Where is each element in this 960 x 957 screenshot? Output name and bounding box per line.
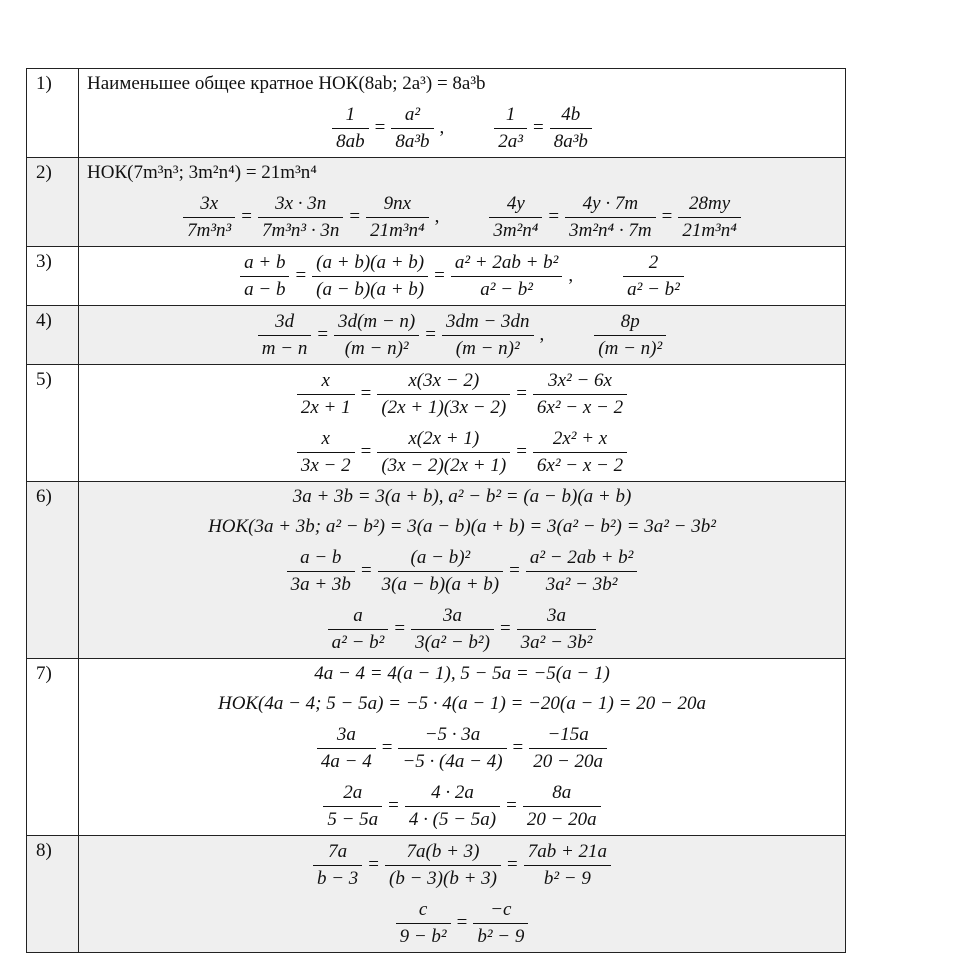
denominator: −5 · (4a − 4)	[402, 750, 503, 772]
fraction	[385, 841, 501, 890]
numerator: x	[321, 369, 330, 391]
operator: =	[360, 560, 372, 581]
operator: ,	[434, 206, 440, 227]
fraction-bar	[489, 217, 542, 218]
fraction-bar	[473, 923, 528, 924]
problem-number: 6)	[27, 482, 79, 658]
denominator: 3x − 2	[300, 454, 351, 476]
operator: =	[434, 265, 445, 286]
fraction	[533, 370, 627, 419]
fraction-bar	[312, 276, 428, 277]
formula-text: НОК(3a + 3b; a² − b²) = 3(a − b)(a + b) = 3(a² − b²) = 3a² − 3b²	[208, 516, 716, 537]
numerator: 4y	[506, 192, 525, 214]
formula-text: Наименьшее общее кратное НОК(8ab; 2a³) = 8a³b	[87, 73, 486, 94]
fraction-line	[79, 188, 845, 246]
formula-line	[79, 69, 845, 99]
denominator: a − b	[244, 278, 286, 300]
denominator: (2x + 1)(3x − 2)	[381, 396, 507, 418]
fraction-bar	[258, 335, 312, 336]
fraction-bar	[451, 276, 563, 277]
operator: =	[499, 618, 511, 639]
numerator: 4y · 7m	[582, 192, 639, 214]
fraction	[526, 547, 638, 596]
denominator: 5 − 5a	[327, 808, 379, 830]
numerator: 3x	[200, 192, 219, 214]
fraction	[287, 547, 355, 596]
numerator: x(3x − 2)	[408, 369, 480, 391]
denominator: (m − n)²	[455, 337, 520, 359]
fraction-line	[79, 423, 845, 481]
fraction-bar	[297, 452, 355, 453]
fraction-line	[79, 719, 845, 777]
denominator: 3a² − 3b²	[520, 631, 593, 653]
denominator: 9 − b²	[399, 925, 447, 947]
fraction	[623, 252, 684, 301]
numerator: 8a	[552, 781, 572, 803]
fraction	[297, 428, 355, 477]
numerator: (a − b)²	[410, 546, 471, 568]
fraction	[313, 841, 362, 890]
numerator: x(2x + 1)	[408, 427, 480, 449]
formula-line	[79, 689, 845, 719]
problem-number: 3)	[27, 247, 79, 305]
fraction-line	[79, 247, 845, 305]
numerator: a² + 2ab + b²	[454, 251, 559, 273]
fraction-bar	[550, 128, 592, 129]
numerator: a	[353, 604, 363, 626]
fraction-line	[79, 542, 845, 600]
operator: =	[548, 206, 560, 227]
fraction	[533, 428, 627, 477]
denominator: 8ab	[336, 130, 365, 152]
fraction-bar	[396, 923, 451, 924]
denominator: 2x + 1	[300, 396, 351, 418]
fraction-bar	[391, 128, 433, 129]
denominator: 20 − 20a	[526, 808, 597, 830]
denominator: 8a³b	[553, 130, 588, 152]
operator: =	[374, 117, 386, 138]
fraction	[398, 724, 506, 773]
fraction-bar	[377, 452, 510, 453]
formula-line	[79, 659, 845, 689]
fraction-bar	[526, 571, 638, 572]
operator: =	[394, 618, 406, 639]
denominator: 21m³n⁴	[370, 219, 425, 241]
fraction-line	[79, 600, 845, 658]
denominator: 7m³n³ · 3n	[261, 219, 340, 241]
formula-text: 3a + 3b = 3(a + b), a² − b² = (a − b)(a + b)	[292, 486, 632, 507]
fraction-line	[79, 836, 845, 894]
fraction	[366, 193, 429, 242]
fraction	[473, 899, 528, 948]
numerator: 3x · 3n	[275, 192, 327, 214]
denominator: 2a³	[498, 130, 523, 152]
fraction-bar	[517, 629, 597, 630]
fraction	[377, 428, 510, 477]
numerator: 3a	[443, 604, 462, 626]
denominator: 6x² − x − 2	[536, 454, 624, 476]
operator: =	[506, 795, 517, 816]
denominator: 3a² − 3b²	[545, 573, 618, 595]
fraction-line	[79, 99, 845, 157]
fraction	[517, 605, 597, 654]
fraction-bar	[442, 335, 534, 336]
denominator: 8a³b	[395, 130, 430, 152]
fraction-bar	[328, 629, 389, 630]
table-row	[27, 658, 845, 835]
fraction-line	[79, 306, 845, 364]
fraction	[565, 193, 656, 242]
solutions-table	[26, 68, 846, 953]
operator: =	[509, 560, 520, 581]
problem-number: 8)	[27, 836, 79, 952]
table-row	[27, 305, 845, 364]
fraction-bar	[405, 806, 500, 807]
problem-number: 4)	[27, 306, 79, 364]
denominator: 3a + 3b	[290, 573, 351, 595]
table-row	[27, 364, 845, 481]
numerator: 1	[345, 103, 356, 125]
operator: ,	[568, 265, 574, 286]
fraction	[328, 605, 389, 654]
denominator: (b − 3)(b + 3)	[389, 867, 497, 889]
fraction	[297, 370, 355, 419]
operator: =	[349, 206, 361, 227]
numerator: 8p	[620, 310, 640, 332]
table-row	[27, 157, 845, 246]
fraction-bar	[240, 276, 289, 277]
fraction	[442, 311, 534, 360]
fraction-bar	[378, 571, 503, 572]
numerator: 7ab + 21a	[527, 840, 608, 862]
formula-line	[79, 158, 845, 188]
fraction	[523, 782, 601, 831]
fraction	[529, 724, 607, 773]
fraction-line	[79, 365, 845, 423]
table-row	[27, 69, 845, 157]
numerator: 3a	[547, 604, 567, 626]
fraction-bar	[334, 335, 419, 336]
fraction	[334, 311, 419, 360]
operator: =	[381, 737, 393, 758]
fraction	[377, 370, 510, 419]
fraction-bar	[398, 748, 506, 749]
numerator: 1	[505, 103, 516, 125]
denominator: a² − b²	[331, 631, 385, 653]
fraction	[183, 193, 235, 242]
numerator: 4 · 2a	[431, 781, 474, 803]
fraction-line	[79, 777, 845, 835]
denominator: 3m²n⁴ · 7m	[569, 219, 652, 241]
problem-number: 1)	[27, 69, 79, 157]
fraction-bar	[366, 217, 429, 218]
operator: =	[512, 737, 524, 758]
operator: =	[360, 441, 372, 462]
solution-content	[79, 659, 845, 835]
fraction-bar	[411, 629, 494, 630]
fraction	[411, 605, 494, 654]
fraction-bar	[678, 217, 741, 218]
numerator: 2x² + x	[552, 427, 608, 449]
fraction-bar	[323, 806, 382, 807]
denominator: 3m²n⁴	[493, 219, 539, 241]
fraction	[451, 252, 563, 301]
numerator: 4b	[561, 103, 581, 125]
fraction-bar	[258, 217, 343, 218]
fraction-bar	[565, 217, 656, 218]
numerator: a + b	[244, 251, 286, 273]
operator: =	[317, 324, 329, 345]
fraction-bar	[297, 394, 355, 395]
numerator: 3dm − 3dn	[445, 310, 530, 332]
numerator: a² − 2ab + b²	[529, 546, 634, 568]
problem-number: 7)	[27, 659, 79, 835]
formula-line	[79, 482, 845, 512]
denominator: a² − b²	[480, 278, 533, 300]
formula-text: 4a − 4 = 4(a − 1), 5 − 5a = −5(a − 1)	[314, 663, 610, 684]
operator: ,	[539, 324, 545, 345]
fraction	[550, 104, 592, 153]
denominator: 3(a − b)(a + b)	[381, 573, 500, 595]
denominator: 4 · (5 − 5a)	[408, 808, 497, 830]
numerator: 7a	[328, 840, 348, 862]
fraction	[258, 193, 343, 242]
fraction-line	[79, 894, 845, 952]
fraction-bar	[332, 128, 369, 129]
operator: =	[516, 383, 527, 404]
operator: =	[456, 912, 468, 933]
denominator: a² − b²	[627, 278, 680, 300]
denominator: b² − 9	[543, 867, 591, 889]
numerator: 3d(m − n)	[338, 310, 416, 332]
fraction-bar	[623, 276, 684, 277]
fraction-bar	[529, 748, 607, 749]
fraction-bar	[377, 394, 510, 395]
operator: ,	[439, 117, 445, 138]
denominator: 21m³n⁴	[682, 219, 737, 241]
numerator: 2	[648, 251, 659, 273]
operator: =	[532, 117, 544, 138]
denominator: m − n	[261, 337, 308, 359]
numerator: (a + b)(a + b)	[316, 251, 425, 273]
fraction	[317, 724, 376, 773]
formula-line	[79, 512, 845, 542]
fraction-bar	[533, 452, 627, 453]
problem-number: 2)	[27, 158, 79, 246]
fraction	[323, 782, 382, 831]
denominator: 4a − 4	[320, 750, 372, 772]
solution-content	[79, 306, 845, 364]
denominator: b² − 9	[477, 925, 525, 947]
fraction	[378, 547, 503, 596]
denominator: (m − n)²	[598, 337, 663, 359]
denominator: (3x − 2)(2x + 1)	[381, 454, 507, 476]
fraction	[678, 193, 741, 242]
fraction	[312, 252, 428, 301]
fraction	[258, 311, 312, 360]
formula-text: НОК(7m³n³; 3m²n⁴) = 21m³n⁴	[87, 162, 317, 183]
operator: =	[368, 854, 380, 875]
fraction	[594, 311, 666, 360]
numerator: 9nx	[383, 192, 412, 214]
table-row	[27, 835, 845, 952]
numerator: a − b	[300, 546, 342, 568]
operator: =	[425, 324, 436, 345]
fraction	[405, 782, 500, 831]
numerator: −15a	[547, 723, 589, 745]
numerator: 3d	[275, 310, 295, 332]
numerator: a²	[404, 103, 421, 125]
fraction	[391, 104, 433, 153]
numerator: 28my	[689, 192, 731, 214]
denominator: 7m³n³	[187, 219, 232, 241]
numerator: 3x² − 6x	[548, 369, 612, 391]
numerator: 2a	[343, 781, 363, 803]
denominator: 20 − 20a	[533, 750, 604, 772]
denominator: b − 3	[316, 867, 359, 889]
fraction	[396, 899, 451, 948]
operator: =	[360, 383, 372, 404]
solution-content	[79, 247, 845, 305]
fraction-bar	[594, 335, 666, 336]
fraction-bar	[523, 806, 601, 807]
fraction	[489, 193, 542, 242]
table-row	[27, 481, 845, 658]
fraction	[494, 104, 527, 153]
numerator: −c	[490, 898, 512, 920]
solution-content	[79, 482, 845, 658]
formula-text: НОК(4a − 4; 5 − 5a) = −5 · 4(a − 1) = −20(a − 1) = 20 − 20a	[217, 693, 707, 714]
denominator: 3(a² − b²)	[415, 631, 490, 653]
operator: =	[661, 206, 673, 227]
fraction-bar	[183, 217, 235, 218]
fraction	[332, 104, 369, 153]
solution-content	[79, 836, 845, 952]
fraction	[240, 252, 289, 301]
fraction	[524, 841, 611, 890]
table-row	[27, 246, 845, 305]
denominator: (a − b)(a + b)	[316, 278, 425, 300]
fraction-bar	[313, 865, 362, 866]
fraction-bar	[385, 865, 501, 866]
numerator: c	[418, 898, 428, 920]
solution-content	[79, 158, 845, 246]
numerator: 7a(b + 3)	[406, 840, 480, 862]
fraction-bar	[317, 748, 376, 749]
numerator: 3a	[336, 723, 356, 745]
denominator: 6x² − x − 2	[536, 396, 624, 418]
operator: =	[241, 206, 252, 227]
operator: =	[516, 441, 527, 462]
solution-content	[79, 69, 845, 157]
operator: =	[388, 795, 399, 816]
solution-content	[79, 365, 845, 481]
fraction-bar	[287, 571, 355, 572]
denominator: (m − n)²	[344, 337, 409, 359]
fraction-bar	[494, 128, 527, 129]
fraction-bar	[524, 865, 611, 866]
operator: =	[506, 854, 518, 875]
numerator: −5 · 3a	[424, 723, 481, 745]
operator: =	[295, 265, 307, 286]
fraction-bar	[533, 394, 627, 395]
problem-number: 5)	[27, 365, 79, 481]
numerator: x	[321, 427, 330, 449]
